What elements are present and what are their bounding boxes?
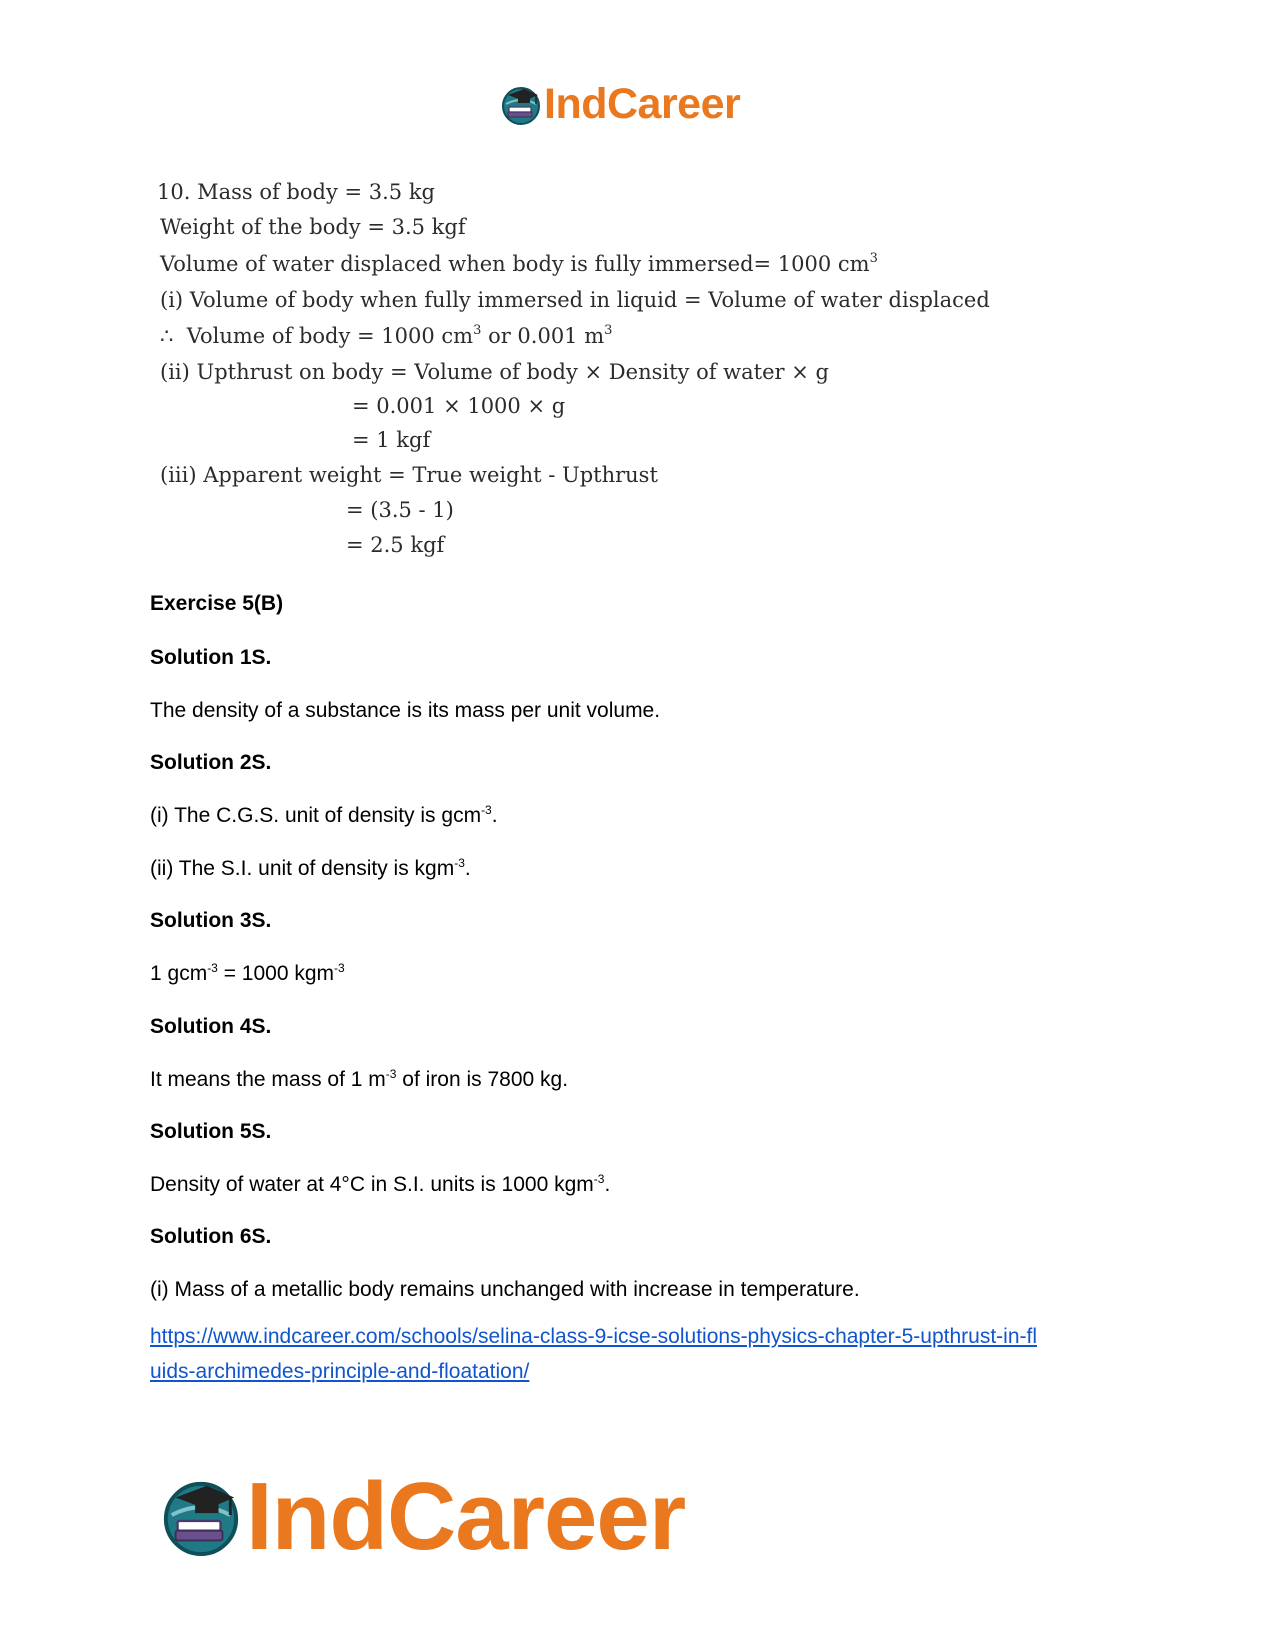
solution-5s-text: Density of water at 4°C in S.I. units is 1000 kgm$^{-3}$. <box>150 1172 611 1196</box>
source-link-line-1[interactable]: https://www.indcareer.com/schools/selina-class-9-icse-solutions-physics-chapter-5-upthrust-in-fl <box>150 1325 1037 1348</box>
solution-4s-heading: Solution 4S. <box>150 1015 272 1038</box>
solution-2s-si-unit: (ii) The S.I. unit of density is kgm$^{-3}$. <box>150 856 471 880</box>
exercise-heading: Exercise 5(B) <box>150 592 284 615</box>
brand-logo-text: IndCareer <box>246 1463 686 1570</box>
math-line-upthrust: (ii) Upthrust on body = Volume of body × Density of water × g <box>160 360 829 384</box>
math-line-volume-immersed: (i) Volume of body when fully immersed in liquid = Volume of water displaced <box>160 288 990 312</box>
math-line-apparent-result: = 2.5 kgf <box>346 533 445 557</box>
solution-2s-heading: Solution 2S. <box>150 751 272 774</box>
math-line-volume-displaced: Volume of water displaced when body is fully immersed= 1000 $cm^3$ <box>160 251 878 276</box>
math-line-upthrust-calc: = 0.001 × 1000 × g <box>352 394 566 418</box>
solution-3s-heading: Solution 3S. <box>150 909 272 932</box>
therefore-symbol: ∴ <box>160 324 174 348</box>
graduation-cap-books-globe-icon <box>500 84 542 126</box>
math-line-upthrust-result: = 1 kgf <box>352 428 431 452</box>
solution-6s-text: (i) Mass of a metallic body remains unchanged with increase in temperature. <box>150 1278 860 1301</box>
solution-4s-text: It means the mass of 1 $m^{-3}$ of iron is 7800 kg. <box>150 1067 569 1091</box>
math-line-apparent-calc: = (3.5 - 1) <box>346 498 454 522</box>
source-link-line-2[interactable]: uids-archimedes-principle-and-floatation/ <box>150 1360 530 1383</box>
graduation-cap-books-globe-icon <box>160 1476 242 1558</box>
brand-logo-text: IndCareer <box>544 80 741 128</box>
header-logo <box>500 80 740 129</box>
math-line-volume-of-body: ∴ Volume of body = 1000 $cm^3$ or 0.001 $m^3$ <box>160 323 613 348</box>
solution-1s-heading: Solution 1S. <box>150 646 272 669</box>
math-line-weight: Weight of the body = 3.5 kgf <box>160 215 466 239</box>
footer-logo <box>160 1462 685 1572</box>
math-line-apparent-weight: (iii) Apparent weight = True weight - Upthrust <box>160 463 658 487</box>
solution-1s-text: The density of a substance is its mass per unit volume. <box>150 699 661 722</box>
solution-5s-heading: Solution 5S. <box>150 1120 272 1143</box>
solution-2s-cgs-unit: (i) The C.G.S. unit of density is gcm$^{-3}$. <box>150 803 498 827</box>
math-line-mass: 10. Mass of body = 3.5 kg <box>157 180 435 204</box>
solution-3s-text: 1 gcm$^{-3}$ = 1000 kgm$^{-3}$ <box>150 961 345 985</box>
solution-6s-heading: Solution 6S. <box>150 1225 272 1248</box>
